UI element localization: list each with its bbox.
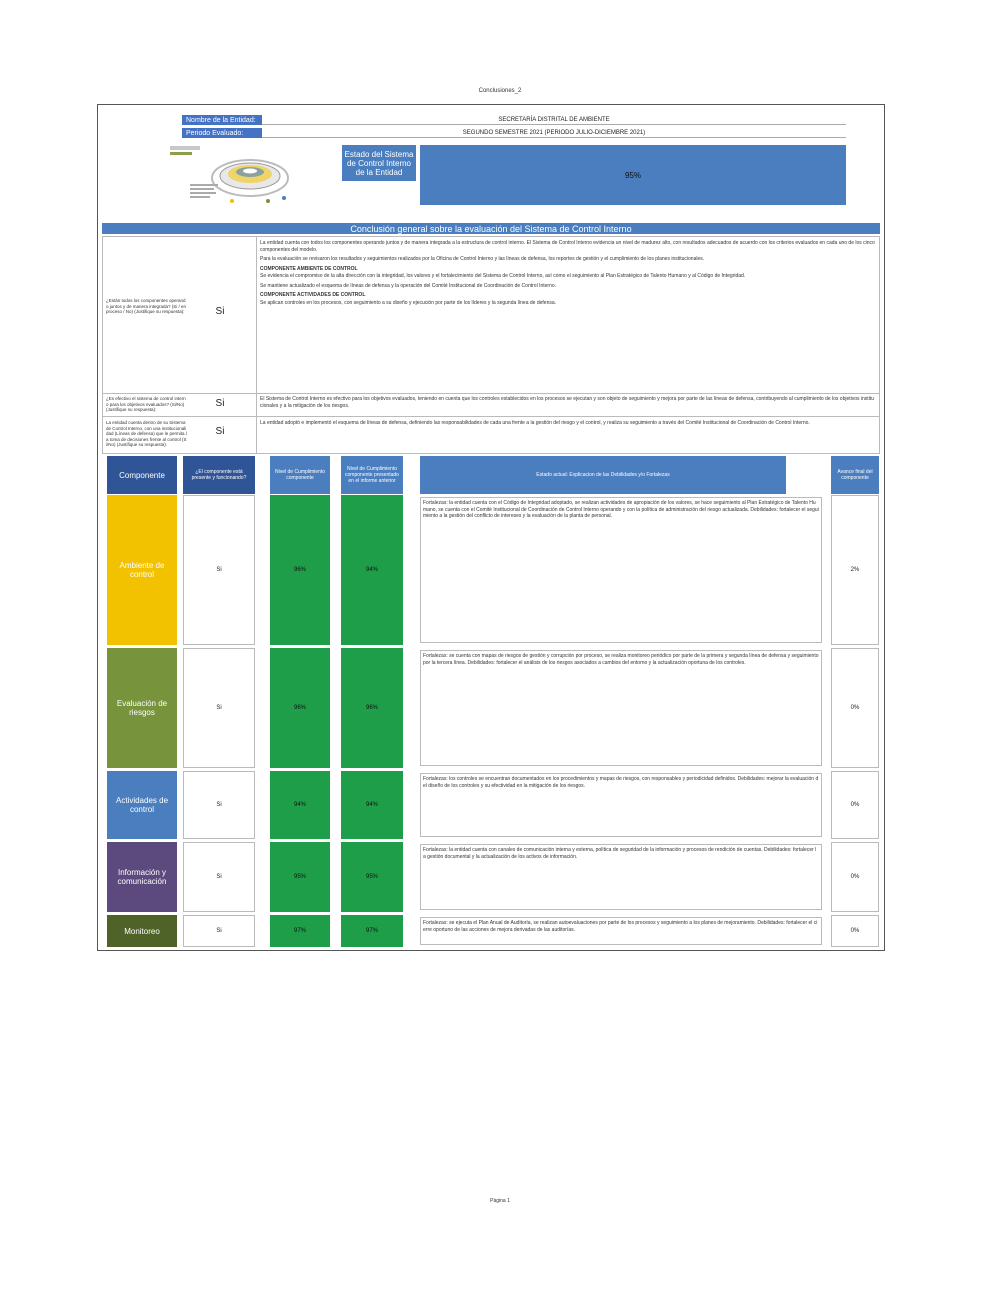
conclusion-answer: Si	[215, 306, 225, 317]
conclusion-answer: Si	[215, 398, 225, 409]
component-explanation: Fortalezas: la entidad cuenta con canales de comunicación interna y externa, política de seguridad de la información y procesos de rendición de cuentas. Debilidades: fortalecer la gestión documental y la actualización de los activos de información.	[420, 844, 822, 910]
component-present: Si	[183, 648, 255, 768]
divider	[102, 416, 256, 417]
component-monitoreo: Monitoreo	[107, 915, 177, 947]
column-header-present: ¿El componente está presente y funcionando?	[183, 456, 255, 494]
divider	[256, 416, 880, 417]
column-header-current: Estado actual: Explicacion de las Debilidades y/o Fortalezas	[420, 456, 786, 494]
conclusion-paragraph: COMPONENTE AMBIENTE DE CONTROL	[260, 265, 358, 272]
component-advance: 0%	[831, 915, 879, 947]
conclusion-question: ¿Están todos los componentes operando juntos y de manera integrada? (Si / en proceso / No) (Justifique su respuesta):	[106, 298, 187, 315]
entity-name-value: SECRETARÍA DISTRITAL DE AMBIENTE	[262, 115, 846, 125]
component-level: 97%	[270, 915, 330, 947]
system-status-label: Estado del Sistema de Control Interno de la Entidad	[342, 145, 416, 181]
component-explanation: Fortalezas: los controles se encuentran documentados en los procedimientos y mapas de riesgos, con responsables y periodicidad definidos. Debilidades: mejorar la evaluación del diseño de los controles y su efectividad en la mitigación de los riesgos.	[420, 773, 822, 837]
divider	[256, 393, 880, 394]
component-level: 96%	[270, 495, 330, 645]
conclusion-title: Conclusión general sobre la evaluación del Sistema de Control Interno	[102, 223, 880, 234]
conclusion-text: El Sistema de Control Interno es efectivo para los objetivos evaluados, teniendo en cuenta que los controles establecidos en los procesos se ejecutan y son objeto de seguimiento y mejora por parte de las líneas de defensa, contribuyendo al cumplimiento de los objetivos institucionales y a la mitigación de los riesgos.	[260, 396, 874, 409]
component-previous-level: 97%	[341, 915, 403, 947]
component-previous-level: 95%	[341, 842, 403, 912]
column-header-previous: Nivel de Cumplimiento componente presentado en el informe anterior	[341, 456, 403, 494]
component-evaluacion-de-riesgos: Evaluación de riesgos	[107, 648, 177, 768]
component-previous-level: 94%	[341, 771, 403, 839]
conclusion-paragraph: Se evidencia el compromiso de la alta dirección con la integridad, los valores y el fortalecimiento del Sistema de Control Interno, así como el seguimiento al Plan Estratégico de Talento Humano y al Código de Integridad.	[260, 273, 746, 279]
component-ambiente-de-control: Ambiente de control	[107, 495, 177, 645]
component-level: 96%	[270, 648, 330, 768]
conclusion-answer: Si	[215, 426, 225, 437]
conclusion-paragraph: La entidad cuenta con todos los componentes operando juntos y de manera integrada a la estructura de control interno. El Sistema de Control Interno evidencia un nivel de madurez alto, con resultados adecuados de acuerdo con los criterios evaluados en cada uno de los cinco componentes del modelo.	[260, 240, 875, 253]
conclusion-question: La entidad cuenta dentro de su Sistema de Control Interno, con una institucionalidad (Líneas de defensa) que le permita la toma de decisiones frente al control (Si/No) (Justifique su respuesta):	[106, 420, 187, 448]
component-actividades-de-control: Actividades de control	[107, 771, 177, 839]
component-informacion-y-comunicacion: Información y comunicación	[107, 842, 177, 912]
divider	[102, 393, 256, 394]
divider	[256, 236, 257, 454]
conclusion-text: La entidad adoptó e implementó el esquema de líneas de defensa, definiendo las responsabilidades de cada una frente a la gestión del riesgo y el control, y realiza su seguimiento a través del Comité Institucional de Coordinación de Control Interno.	[260, 420, 810, 426]
conclusion-paragraph: Se mantiene actualizado el esquema de líneas de defensa y la operación del Comité Institucional de Coordinación de Control Interno.	[260, 282, 557, 289]
component-level: 95%	[270, 842, 330, 912]
component-explanation: Fortalezas: se ejecuta el Plan Anual de Auditoría, se realizan autoevaluaciones por parte de los procesos y seguimiento a los planes de mejoramiento. Debilidades: fortalecer el cierre oportuno de las acciones de mejora derivadas de las auditorías.	[420, 917, 822, 945]
page-header: Conclusiones_2	[478, 88, 522, 94]
component-present: Si	[183, 915, 255, 947]
entity-name-label: Nombre de la Entidad:	[182, 115, 262, 125]
component-explanation: Fortalezas: se cuenta con mapas de riesgos de gestión y corrupción por proceso, se realiza monitoreo periódico por parte de la primera y segunda línea de defensa y seguimiento por la tercera línea. Debilidades: fortalecer el análisis de los riesgos asociados a cambios del entorno y la actualización oportuna de los controles.	[420, 650, 822, 766]
component-explanation: Fortalezas: la entidad cuenta con el Código de Integridad adoptado, se realizan actividades de apropiación de los valores, se hace seguimiento al Plan Estratégico de Talento Humano, se cuenta con el Comité Institucional de Coordinación de Control Interno operando y con la política de administración del riesgo actualizada. Debilidades: fortalecer el seguimiento a la gestión del conflicto de intereses y la evaluación de la planta de personal.	[420, 497, 822, 643]
column-header-level: Nivel de Cumplimiento componente	[270, 456, 330, 494]
conclusion-paragraph: Para la evaluación se revisaron los resultados y seguimientos realizados por la Oficina de Control Interno y las líneas de defensa, los reportes de gestión y el cumplimiento de los planes institucionales.	[260, 256, 705, 262]
component-advance: 0%	[831, 648, 879, 768]
conclusion-paragraph: Se aplican controles en los procesos, con seguimiento a su diseño y ejecución por parte de los líderes y la segunda línea de defensa.	[260, 299, 557, 306]
component-level: 94%	[270, 771, 330, 839]
component-present: Si	[183, 771, 255, 839]
page-footer: Página 1	[490, 1198, 510, 1204]
component-present: Si	[183, 495, 255, 645]
conclusion-question: ¿Es efectivo el sistema de control interno para los objetivos evaluados? (Si/No) (Justifique su respuesta):	[106, 396, 186, 413]
component-present: Si	[183, 842, 255, 912]
conclusion-paragraph: COMPONENTE ACTIVIDADES DE CONTROL	[260, 292, 366, 298]
period-label: Periodo Evaluado:	[182, 128, 262, 138]
column-header-component: Componente	[107, 456, 177, 494]
component-advance: 0%	[831, 842, 879, 912]
component-advance: 2%	[831, 495, 879, 645]
conclusion-text	[260, 240, 876, 390]
period-value: SEGUNDO SEMESTRE 2021 (PERIODO JULIO-DICIEMBRE 2021)	[262, 128, 846, 138]
component-previous-level: 94%	[341, 495, 403, 645]
system-status-value: 95%	[420, 145, 846, 205]
column-header-advance: Avance final del componente	[831, 456, 879, 494]
component-previous-level: 96%	[341, 648, 403, 768]
component-advance: 0%	[831, 771, 879, 839]
meci-model-diagram	[168, 144, 308, 206]
